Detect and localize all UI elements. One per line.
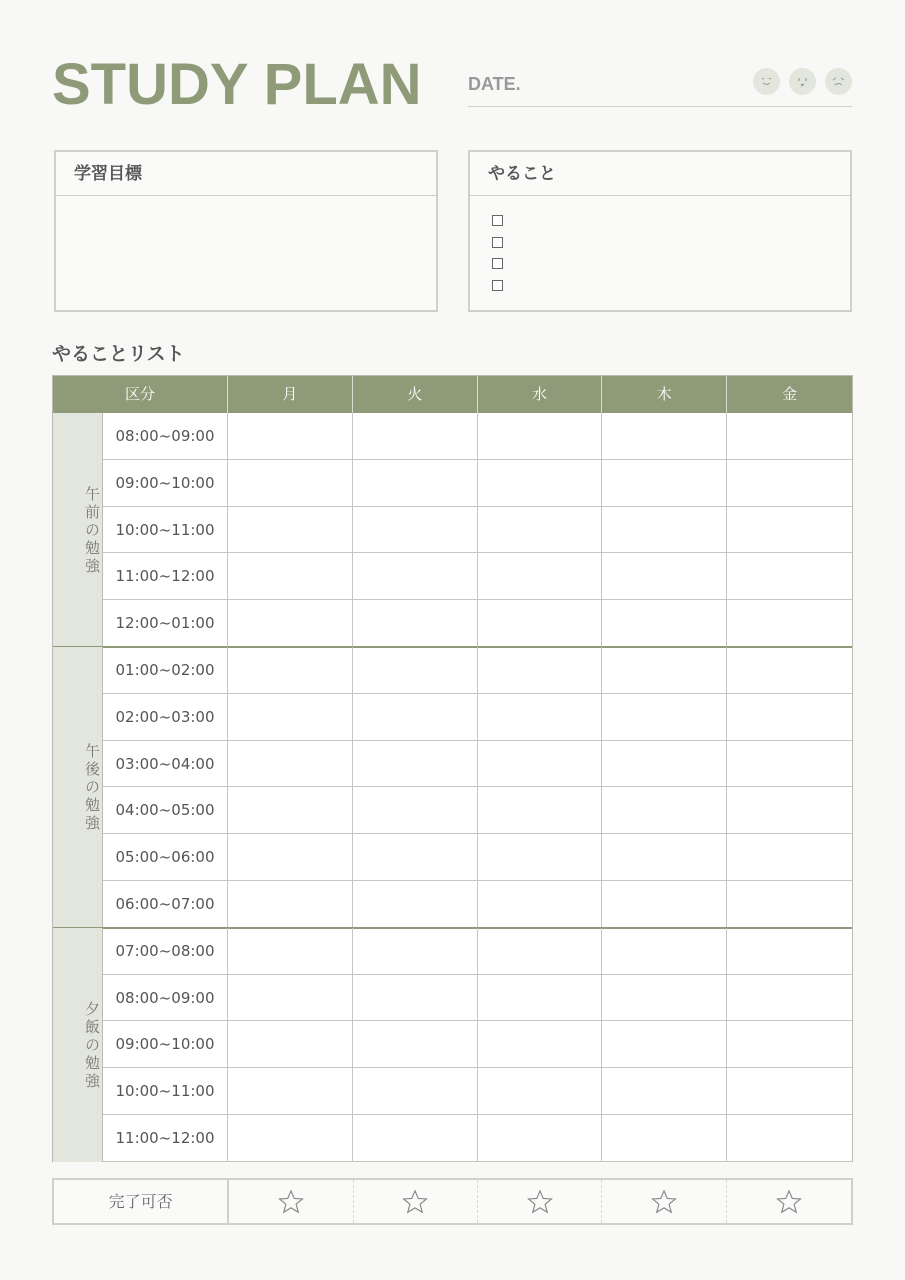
goals-box (54, 150, 438, 312)
schedule-cell[interactable] (478, 460, 603, 507)
schedule-cell[interactable] (478, 1115, 603, 1162)
goals-title: 学習目標 (56, 152, 436, 196)
schedule-cell[interactable] (228, 1115, 353, 1162)
time-slot: 09:00~10:00 (103, 1021, 228, 1068)
date-field[interactable] (468, 70, 852, 107)
schedule-cell[interactable] (353, 413, 478, 460)
neutral-face-icon[interactable] (789, 68, 816, 95)
schedule-cell[interactable] (602, 787, 727, 834)
time-slot: 10:00~11:00 (103, 507, 228, 554)
schedule-cell[interactable] (353, 1068, 478, 1115)
todo-checklist (470, 196, 850, 296)
schedule-cell[interactable] (228, 928, 353, 975)
schedule-cell[interactable] (602, 647, 727, 694)
schedule-cell[interactable] (602, 881, 727, 928)
time-slot: 12:00~01:00 (103, 600, 228, 647)
star-icon[interactable] (401, 1188, 429, 1216)
schedule-cell[interactable] (478, 600, 603, 647)
schedule-cell[interactable] (727, 647, 852, 694)
table-row (103, 1068, 852, 1115)
schedule-cell[interactable] (727, 694, 852, 741)
schedule-cell[interactable] (353, 787, 478, 834)
schedule-cell[interactable] (228, 975, 353, 1022)
schedule-cell[interactable] (478, 413, 603, 460)
table-row (103, 741, 852, 788)
schedule-cell[interactable] (602, 1115, 727, 1162)
completion-cell (727, 1180, 851, 1223)
mood-selector (753, 68, 852, 95)
schedule-cell[interactable] (228, 741, 353, 788)
time-slot: 03:00~04:00 (103, 741, 228, 788)
star-icon[interactable] (775, 1188, 803, 1216)
schedule-cell[interactable] (727, 881, 852, 928)
schedule-cell[interactable] (602, 600, 727, 647)
schedule-cell[interactable] (478, 834, 603, 881)
schedule-cell[interactable] (602, 507, 727, 554)
schedule-cell[interactable] (602, 1021, 727, 1068)
schedule-cell[interactable] (727, 600, 852, 647)
happy-face-icon[interactable] (753, 68, 780, 95)
schedule-cell[interactable] (727, 1068, 852, 1115)
todo-checkbox[interactable] (492, 280, 503, 291)
schedule-cell[interactable] (228, 413, 353, 460)
schedule-cell[interactable] (353, 1021, 478, 1068)
table-row (103, 928, 852, 975)
schedule-cell[interactable] (353, 834, 478, 881)
session-group (53, 647, 103, 928)
schedule-cell[interactable] (478, 741, 603, 788)
session-group (53, 928, 103, 1162)
time-slot: 05:00~06:00 (103, 834, 228, 881)
table-row (103, 507, 852, 554)
schedule-cell[interactable] (353, 694, 478, 741)
schedule-cell[interactable] (727, 507, 852, 554)
schedule-cell[interactable] (228, 834, 353, 881)
todo-checkbox[interactable] (492, 258, 503, 269)
table-row (103, 460, 852, 507)
table-row (103, 647, 852, 694)
session-label: 午後の勉強 (83, 743, 101, 834)
schedule-cell[interactable] (228, 460, 353, 507)
table-row (103, 834, 852, 881)
table-row (103, 553, 852, 600)
time-slot: 08:00~09:00 (103, 413, 228, 460)
schedule-title: やることリスト (52, 343, 185, 365)
time-slot: 09:00~10:00 (103, 460, 228, 507)
completion-cell (354, 1180, 478, 1223)
schedule-cell[interactable] (478, 1021, 603, 1068)
schedule-cell[interactable] (353, 881, 478, 928)
time-slot: 04:00~05:00 (103, 787, 228, 834)
header-day: 月 (228, 376, 353, 413)
todo-checkbox[interactable] (492, 237, 503, 248)
todo-item (492, 253, 850, 275)
schedule-cell[interactable] (727, 1115, 852, 1162)
schedule-cell[interactable] (727, 787, 852, 834)
date-label: DATE. (468, 74, 521, 94)
schedule-table (52, 375, 853, 1162)
table-row (103, 975, 852, 1022)
table-row (103, 600, 852, 647)
schedule-cell[interactable] (228, 1021, 353, 1068)
time-slot: 06:00~07:00 (103, 881, 228, 928)
schedule-cell[interactable] (478, 553, 603, 600)
star-icon[interactable] (277, 1188, 305, 1216)
header-day: 火 (353, 376, 478, 413)
schedule-cell[interactable] (602, 694, 727, 741)
page-title: STUDY PLAN (52, 52, 422, 117)
schedule-cell[interactable] (228, 600, 353, 647)
schedule-cell[interactable] (727, 834, 852, 881)
schedule-cell[interactable] (478, 787, 603, 834)
schedule-cell[interactable] (602, 741, 727, 788)
schedule-cell[interactable] (353, 460, 478, 507)
table-header-row (53, 376, 852, 413)
schedule-cell[interactable] (727, 741, 852, 788)
star-icon[interactable] (526, 1188, 554, 1216)
time-slot: 01:00~02:00 (103, 647, 228, 694)
todo-item (492, 275, 850, 297)
todo-item (492, 232, 850, 254)
schedule-cell[interactable] (353, 647, 478, 694)
table-row (103, 413, 852, 460)
completion-row (52, 1178, 853, 1225)
schedule-cell[interactable] (228, 1068, 353, 1115)
session-group (53, 413, 103, 647)
table-row (103, 787, 852, 834)
schedule-cell[interactable] (727, 413, 852, 460)
header-day: 水 (478, 376, 603, 413)
schedule-cell[interactable] (228, 647, 353, 694)
todo-item (492, 210, 850, 232)
schedule-cell[interactable] (602, 553, 727, 600)
time-slot: 08:00~09:00 (103, 975, 228, 1022)
time-slot: 10:00~11:00 (103, 1068, 228, 1115)
schedule-cell[interactable] (353, 928, 478, 975)
todo-title: やること (470, 152, 850, 196)
goals-area[interactable] (56, 196, 436, 310)
schedule-cell[interactable] (353, 553, 478, 600)
todo-box (468, 150, 852, 312)
schedule-cell[interactable] (602, 460, 727, 507)
schedule-cell[interactable] (353, 1115, 478, 1162)
schedule-cell[interactable] (353, 741, 478, 788)
schedule-cell[interactable] (228, 787, 353, 834)
time-slot: 11:00~12:00 (103, 1115, 228, 1162)
schedule-cell[interactable] (727, 553, 852, 600)
table-row (103, 694, 852, 741)
header-day: 金 (782, 385, 798, 403)
schedule-cell[interactable] (727, 1021, 852, 1068)
schedule-cell[interactable] (478, 975, 603, 1022)
schedule-cell[interactable] (228, 881, 353, 928)
schedule-cell[interactable] (478, 694, 603, 741)
completion-cell (478, 1180, 602, 1223)
time-slot: 07:00~08:00 (103, 928, 228, 975)
session-label: 夕飯の勉強 (83, 1000, 101, 1091)
schedule-cell[interactable] (602, 975, 727, 1022)
schedule-cell[interactable] (727, 460, 852, 507)
schedule-cell[interactable] (228, 507, 353, 554)
time-slot: 02:00~03:00 (103, 694, 228, 741)
schedule-cell[interactable] (353, 975, 478, 1022)
schedule-cell[interactable] (727, 975, 852, 1022)
schedule-cell[interactable] (478, 928, 603, 975)
sad-face-icon[interactable] (825, 68, 852, 95)
table-row (103, 1021, 852, 1068)
session-label: 午前の勉強 (83, 486, 101, 576)
completion-label: 完了可否 (54, 1180, 229, 1223)
schedule-cell[interactable] (353, 507, 478, 554)
schedule-cell[interactable] (478, 647, 603, 694)
table-row (103, 1115, 852, 1162)
schedule-cell[interactable] (228, 553, 353, 600)
completion-cell (229, 1180, 353, 1223)
schedule-cell[interactable] (478, 507, 603, 554)
schedule-cell[interactable] (727, 928, 852, 975)
schedule-cell[interactable] (602, 834, 727, 881)
header-category: 区分 (53, 376, 228, 413)
schedule-cell[interactable] (478, 881, 603, 928)
completion-cell (602, 1180, 726, 1223)
schedule-cell[interactable] (478, 1068, 603, 1115)
schedule-cell[interactable] (602, 413, 727, 460)
header-day: 木 (602, 376, 727, 413)
todo-checkbox[interactable] (492, 215, 503, 226)
time-slot: 11:00~12:00 (103, 553, 228, 600)
schedule-cell[interactable] (602, 1068, 727, 1115)
schedule-cell[interactable] (602, 928, 727, 975)
schedule-cell[interactable] (228, 694, 353, 741)
schedule-cell[interactable] (353, 600, 478, 647)
star-icon[interactable] (650, 1188, 678, 1216)
table-row (103, 881, 852, 928)
